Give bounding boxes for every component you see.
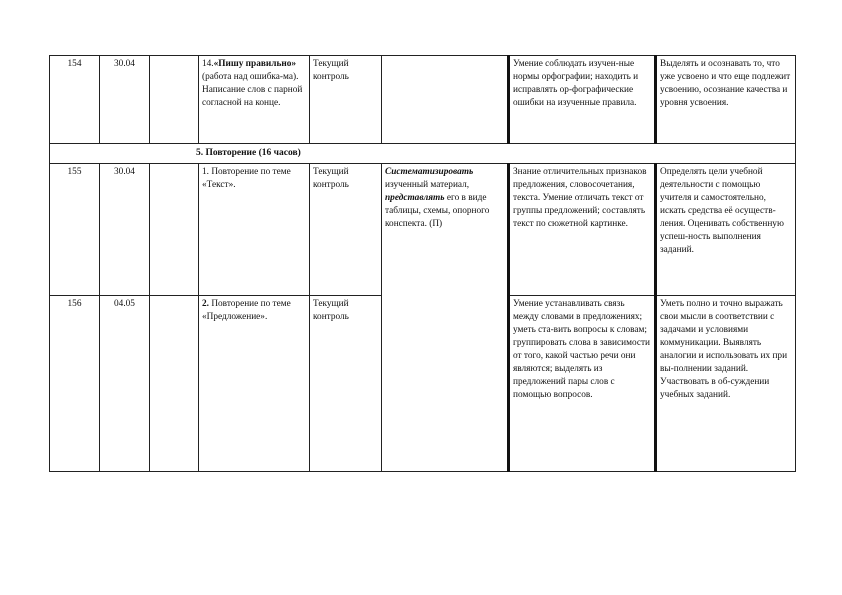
lesson-date: 04.05 — [100, 296, 150, 472]
control-type: Текущий контроль — [310, 296, 382, 472]
metasubject-results: Уметь полно и точно выражать свои мысли в соответствии с задачами и условиями коммуникации. Выявлять аналогии и использовать их при вы-полнении заданий. Участвовать в об-суждении учебных заданий. — [656, 296, 796, 472]
lesson-topic — [199, 296, 310, 472]
section-number: 5. — [196, 148, 204, 158]
table-row — [50, 164, 796, 296]
section-header — [50, 144, 796, 164]
lesson-date: 30.04 — [100, 56, 150, 144]
section-title: Повторение (16 часов) — [205, 148, 301, 158]
lesson-plan-table — [49, 55, 796, 472]
topic-title: «Пишу правильно» — [213, 59, 297, 69]
metasubject-results: Определять цели учебной деятельности с помощью учителя и самостоятельно, искать средства её осуществ-ления. Оценивать собственную успеш-ность выполнения заданий. — [656, 164, 796, 296]
section-row — [50, 144, 796, 164]
activity-verb: Систематизировать — [385, 167, 474, 177]
lesson-date: 30.04 — [100, 164, 150, 296]
lesson-number: 155 — [50, 164, 100, 296]
activity-text: его в виде таблицы, схемы, опорного конспекта. (П) — [385, 193, 490, 229]
activities-cell — [382, 56, 509, 144]
topic-text: Повторение по теме «Текст». — [202, 167, 291, 190]
subject-results: Умение соблюдать изучен-ные нормы орфографии; находить и исправлять ор-фографические ошибки на изученные правила. — [509, 56, 656, 144]
empty-cell — [150, 164, 199, 296]
topic-text: (работа над ошибка-ма). Написание слов с парной согласной на конце. — [202, 72, 303, 108]
subject-results: Знание отличительных признаков предложения, словосочетания, текста. Умение отличать текст от группы предложений; составлять текст по сюжетной картинке. — [509, 164, 656, 296]
table-row — [50, 56, 796, 144]
topic-number: 2. — [202, 299, 209, 309]
control-type: Текущий контроль — [310, 56, 382, 144]
empty-cell — [150, 296, 199, 472]
metasubject-results: Выделять и осознавать то, что уже усвоено и что еще подлежит усвоению, осознание качества и уровня усвоения. — [656, 56, 796, 144]
activity-verb: представлять — [385, 193, 445, 203]
empty-cell — [150, 56, 199, 144]
activities-cell — [382, 164, 509, 472]
lesson-number: 156 — [50, 296, 100, 472]
control-type: Текущий контроль — [310, 164, 382, 296]
activity-text: изученный материал, — [385, 180, 470, 190]
lesson-topic — [199, 56, 310, 144]
subject-results: Умение устанавливать связь между словами в предложениях; уметь ста-вить вопросы к словам; группировать слова в зависимости от того, какой частью речи они являются; выделять из предложений пары слов с помощью вопросов. — [509, 296, 656, 472]
topic-number: 14. — [202, 59, 214, 69]
topic-text: Повторение по теме «Предложение». — [202, 299, 291, 322]
lesson-number: 154 — [50, 56, 100, 144]
lesson-topic — [199, 164, 310, 296]
topic-number: 1. — [202, 167, 209, 177]
